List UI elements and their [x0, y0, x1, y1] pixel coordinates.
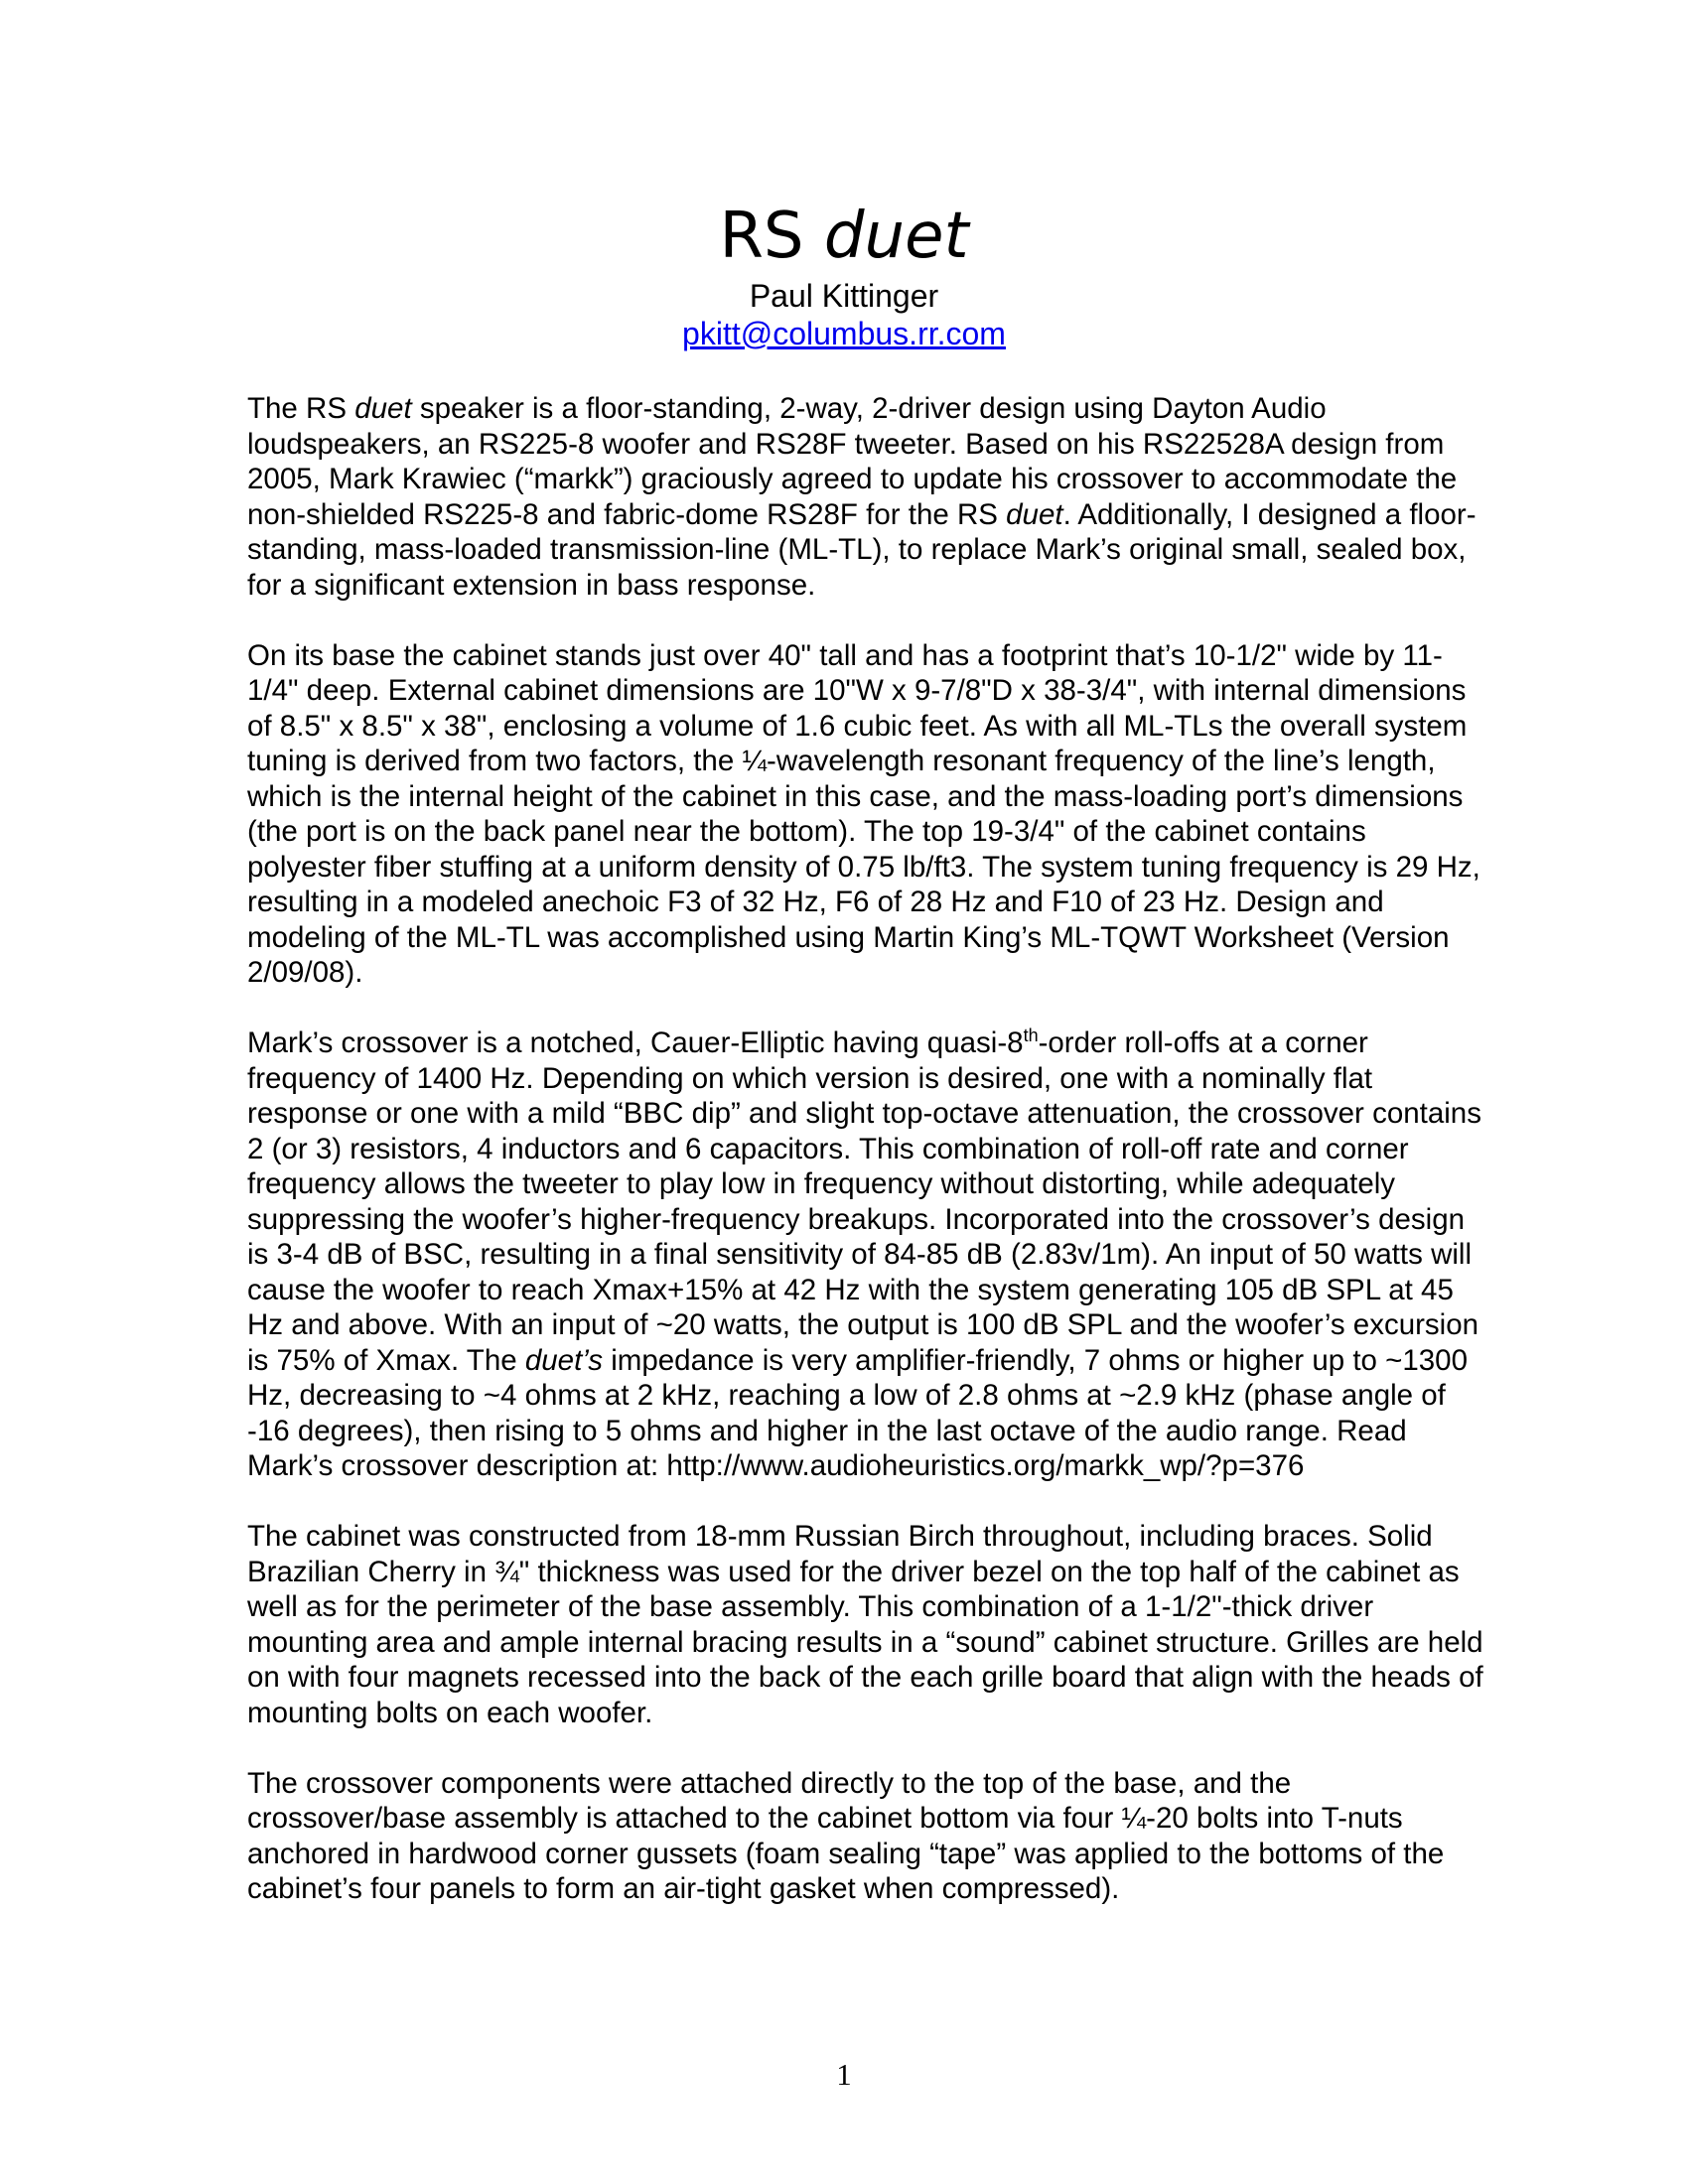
title-text: RS	[719, 200, 824, 273]
paragraph-assembly: The crossover components were attached directly to the top of the base, and the crossover/base assembly is attached to the cabinet bottom via four ¼-20 bolts into T-nuts anchored in hardwood corner gussets (foam sealing “tape” was applied to the bottoms of the cabinet’s four panels to form an air-tight gasket when compressed).	[247, 1766, 1445, 1905]
paragraph-text: . Additionally, I designed a floor-standing, mass-loaded transmission-line (ML-TL), to replace Mark’s original small, sealed box, for a significant extension in bass response.	[247, 497, 1477, 602]
author-name: Paul Kittinger	[749, 278, 939, 314]
superscript: th	[1023, 1025, 1039, 1045]
paragraph-text: speaker is a floor-standing, 2-way, 2-driver design using Dayton Audio loudspeakers, an RS225-8 woofer and RS28F tweeter. Based on his RS22528A design from 2005, Mark Krawiec (“markk”) graciously agreed to update his crossover to accommodate the non-shielded RS225-8 and fabric-dome RS28F for the RS	[247, 392, 1458, 531]
title-italic-text: duet	[823, 200, 969, 273]
paragraph-text: The RS	[247, 392, 355, 425]
product-name-italic: duet	[354, 392, 412, 425]
email-link[interactable]: pkitt@columbus.rr.com	[682, 316, 1006, 351]
paragraph-text: -order roll-offs at a corner frequency of 1400 Hz. Depending on which version is desired, one with a nominally flat response or one with a mild “BBC dip” and slight top-octave attenuation, the crossover contains 2 (or 3) resistors, 4 inductors and 6 capacitors. This combination of roll-off rate and corner frequency allows the tweeter to play low in frequency without distorting, while adequately suppressing the woofer’s higher-frequency breakups. Incorporated into the crossover’s design is 3-4 dB of BSC, resulting in a final sensitivity of 84-85 dB (2.83v/1m). An input of 50 watts will cause the woofer to reach Xmax+15% at 42 Hz with the system generating 105 dB SPL at 45 Hz and above. With an input of ~20 watts, the output is 100 dB SPL and the woofer’s excursion is 75% of Xmax. The	[247, 1026, 1481, 1377]
paragraph-text: impedance is very amplifier-friendly, 7 ohms or higher up to ~1300 Hz, decreasing to ~4 ohms at 2 kHz, reaching a low of 2.8 ohms at ~2.9 kHz (phase angle of -16 degrees), then rising to 5 ohms and higher in the last octave of the audio range. Read Mark’s crossover description at: http://www.audioheuristics.org/markk_wp/?p=376	[247, 1343, 1468, 1482]
paragraph-construction: The cabinet was constructed from 18-mm Russian Birch throughout, including braces. Solid Brazilian Cherry in ¾" thickness was used for the driver bezel on the top half of the cabinet as well as for the perimeter of the base assembly. This combination of a 1-1/2"-thick driver mounting area and ample internal bracing results in a “sound” cabinet structure. Grilles are held on with four magnets recessed into the back of the each grille board that align with the heads of mounting bolts on each woofer.	[247, 1520, 1483, 1729]
product-name-italic: duet	[1006, 497, 1063, 531]
author-email	[0, 314, 1688, 353]
paragraph-crossover	[247, 1025, 1488, 1484]
document-body	[247, 391, 1488, 1907]
paragraph-intro	[247, 391, 1488, 603]
paragraph-text: Mark’s crossover is a notched, Cauer-Elliptic having quasi-8	[247, 1026, 1024, 1059]
document-title	[0, 195, 1688, 278]
paragraph-cabinet-dimensions: On its base the cabinet stands just over 40" tall and has a footprint that’s 10-1/2" wide by 11-1/4" deep. External cabinet dimensions are 10"W x 9-7/8"D x 38-3/4", with internal dimensions of 8.5" x 8.5" x 38", enclosing a volume of 1.6 cubic feet. As with all ML-TLs the overall system tuning is derived from two factors, the ¼-wavelength resonant frequency of the line’s length, which is the internal height of the cabinet in this case, and the mass-loading port’s dimensions (the port is on the back panel near the bottom). The top 19-3/4" of the cabinet contains polyester fiber stuffing at a uniform density of 0.75 lb/ft3. The system tuning frequency is 29 Hz, resulting in a modeled anechoic F3 of 32 Hz, F6 of 28 Hz and F10 of 23 Hz. Design and modeling of the ML-TL was accomplished using Martin King’s ML-TQWT Worksheet (Version 2/09/08).	[247, 638, 1480, 989]
page-number: 1	[836, 2057, 852, 2092]
product-name-italic: duet’s	[524, 1343, 604, 1377]
